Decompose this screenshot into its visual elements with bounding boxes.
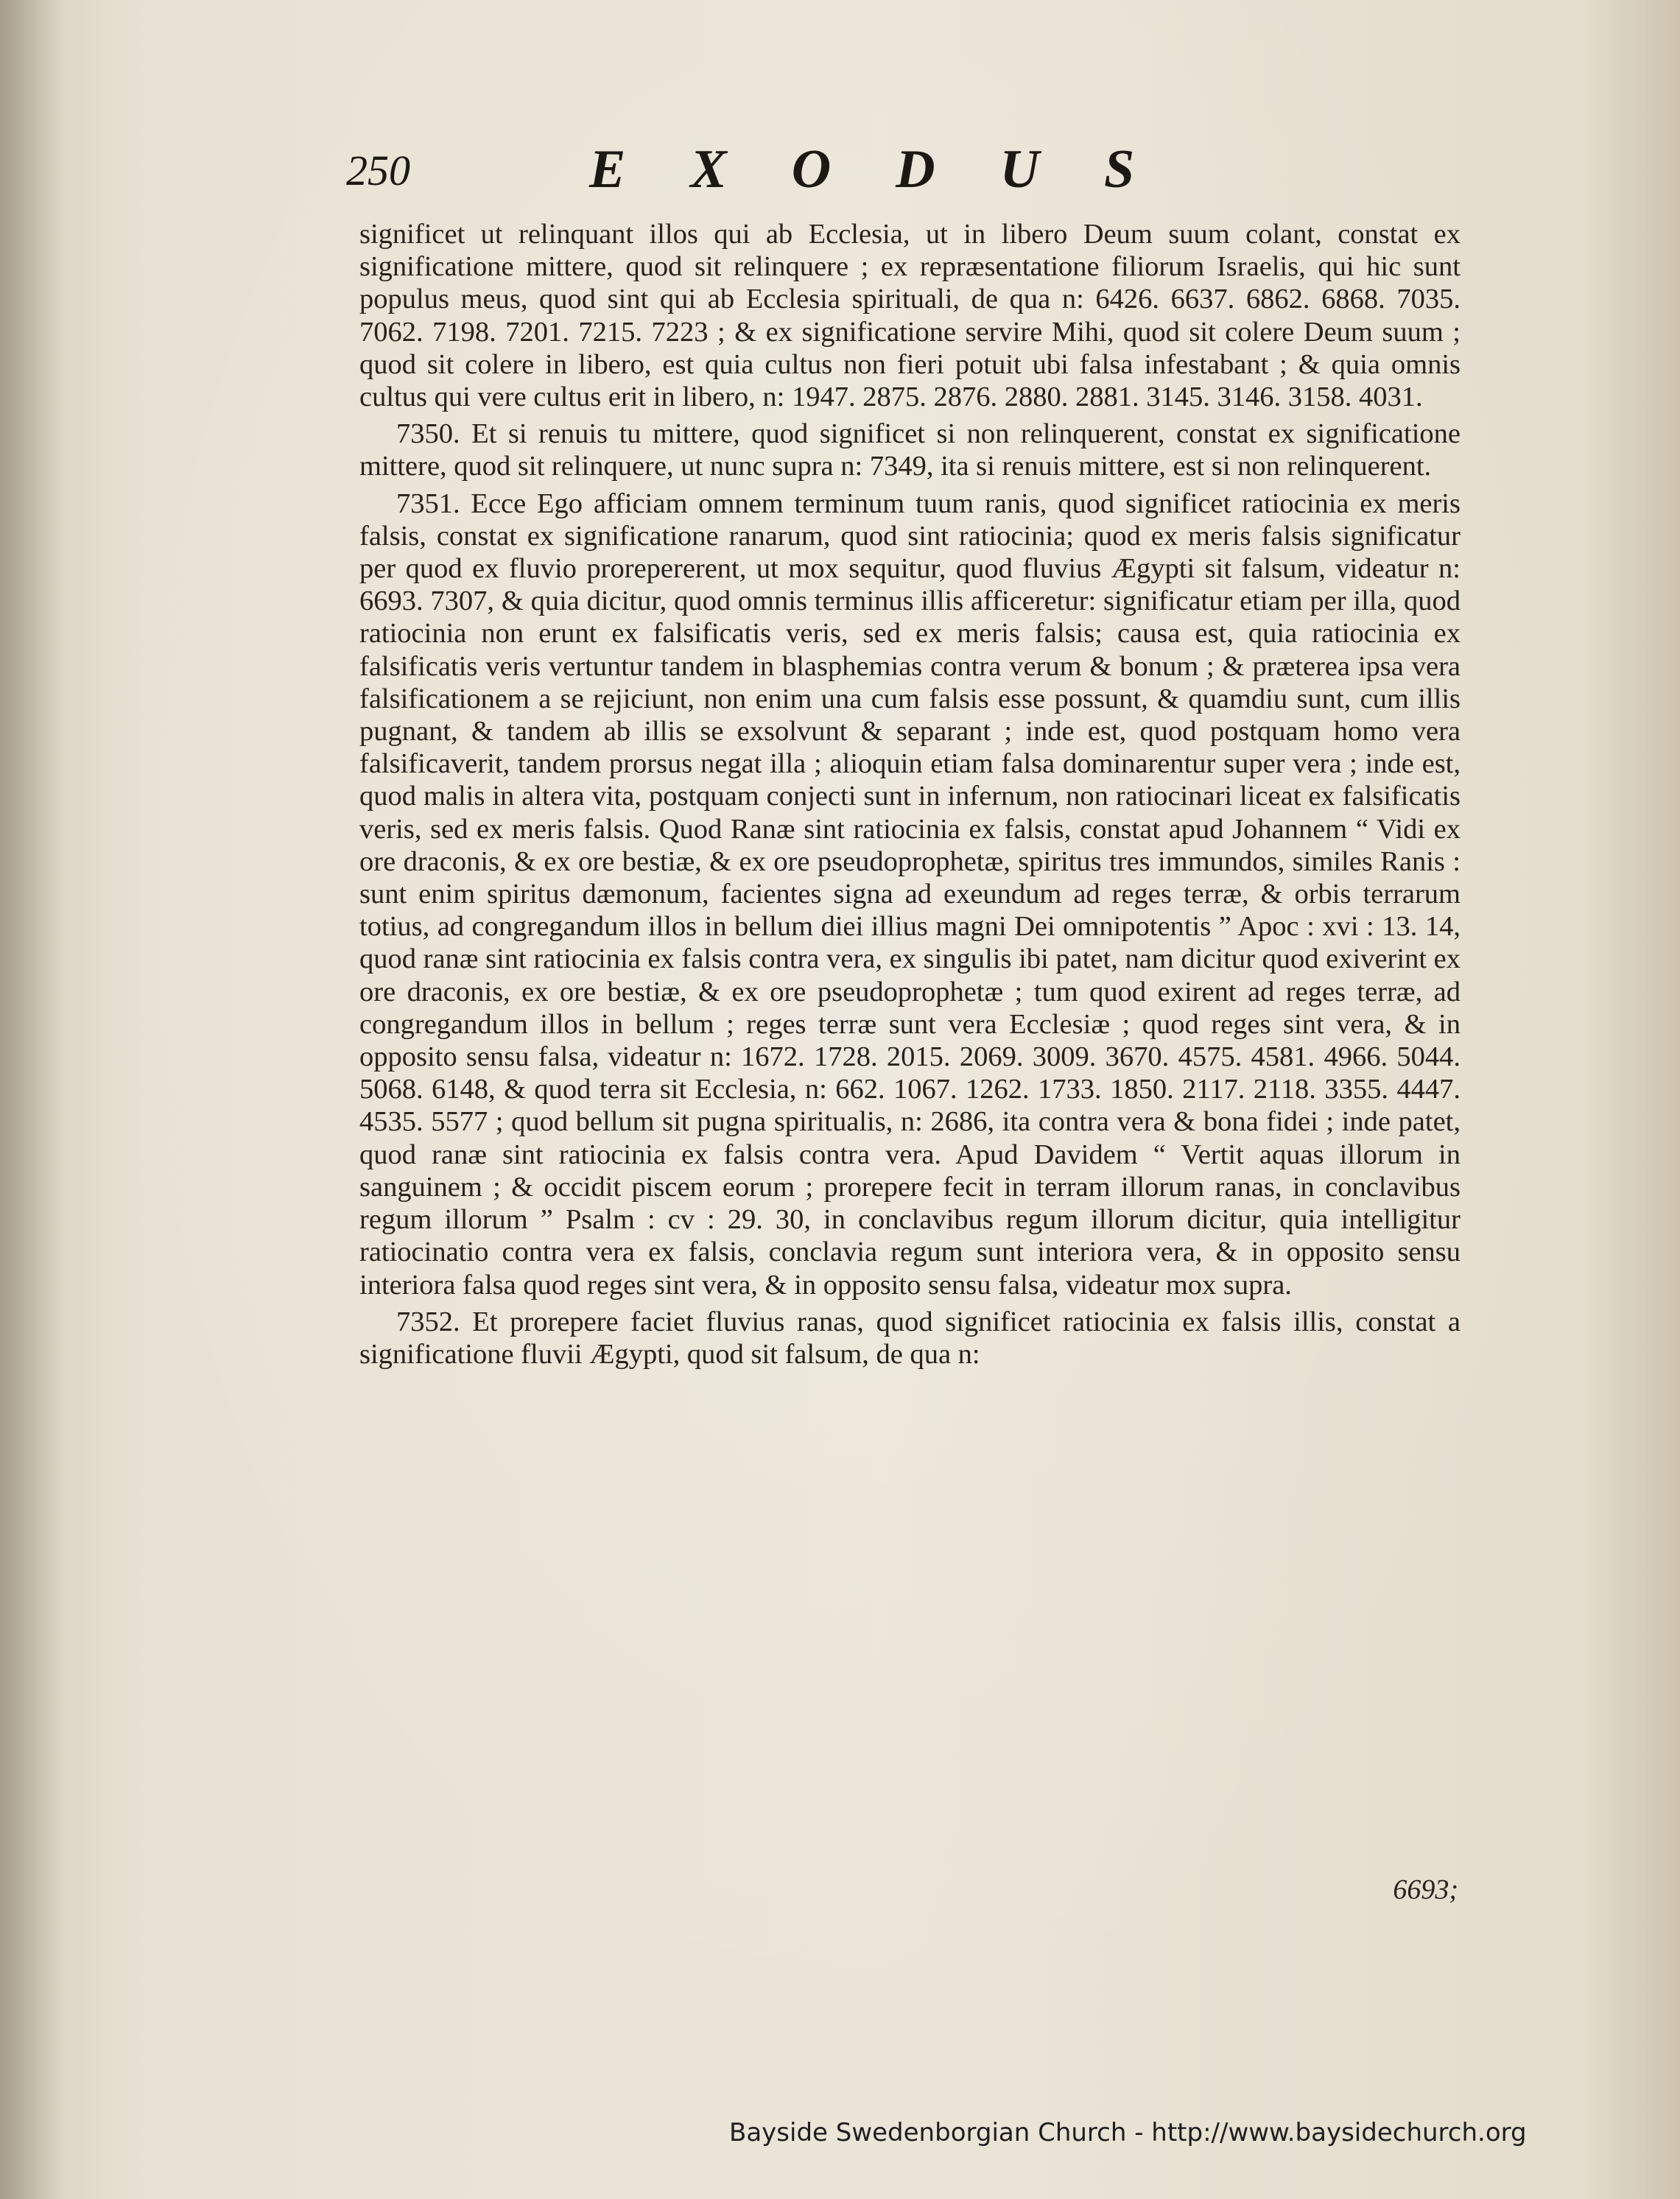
paragraph-7352: 7352. Et prorepere faciet fluvius ranas, quod significet ratiocinia ex falsis illis, constat a significatione fluvii Ægypti, quod sit falsum, de qua n: xyxy=(359,1306,1461,1370)
paragraph-continuation: significet ut relinquant illos qui ab Ecclesia, ut in libero Deum suum colant, constat ex significatione mittere, quod sit relinquere ; ex repræsentatione filiorum Israelis, qui hic sunt populus meus, quod sint qui ab Ecclesia spirituali, de qua n: 6426. 6637. 6862. 6868. 7035. 7062. 7198. 7201. 7215. 7223 ; & ex significatione servire Mihi, quod sit colere Deum suum ; quod sit colere in libero, est quia cultus non fieri potuit ubi falsa infestabant ; & quia omnis cultus qui vere cultus erit in libero, n: 1947. 2875. 2876. 2880. 2881. 3145. 3146. 3158. 4031. xyxy=(359,219,1461,413)
page-number: 250 xyxy=(346,147,410,194)
book-title: EXODUS xyxy=(589,139,1200,200)
catchword: 6693; xyxy=(1393,1874,1458,1905)
paragraph-7351: 7351. Ecce Ego afficiam omnem terminum tuum ranis, quod significet ratiocinia ex meris falsis, constat ex significatione ranarum, quod sint ratiocinia; quod ex meris falsis significatur per quod ex fluvio prorepererent, ut mox sequitur, quod fluvius Ægypti sit falsum, videatur n: 6693. 7307, & quia dicitur, quod omnis terminus illis afficeretur: significatur etiam per illa, quod ratiocinia non erunt ex falsificatis veris, sed ex meris falsis; causa est, quia ratiocinia ex falsificatis veris vertuntur tandem in blasphemias contra verum & bonum ; & præterea ipsa vera falsificationem a se rejiciunt, non enim una cum falsis esse possunt, & quamdiu sunt, cum illis pugnant, & tandem ab illis se exsolvunt & separant ; inde est, quod postquam homo vera falsificaverit, tandem prorsus negat illa ; alioquin etiam falsa dominarentur super vera ; inde est, quod malis in altera vita, postquam conjecti sunt in infernum, non ratiocinari liceat ex falsificatis veris, sed ex meris falsis. Quod Ranæ sint ratiocinia ex falsis, constat apud Johannem “ Vidi ex ore draconis, & ex ore bestiæ, & ex ore pseudoprophetæ, spiritus tres immundos, similes Ranis : sunt enim spiritus dæmonum, facientes signa ad exeundum ad reges terræ, & orbis terrarum totius, ad congregandum illos in bellum diei illius magni Dei omnipotentis ” Apoc : xvi : 13. 14, quod ranæ sint ratiocinia ex falsis contra vera, ex singulis ibi patet, nam dicitur quod exiverint ex ore draconis, ex ore bestiæ, & ex ore pseudoprophetæ ; tum quod exirent ad reges terræ, ad congregandum illos in bellum ; reges terræ sunt vera Ecclesiæ ; quod reges sint vera, & in opposito sensu falsa, videatur n: 1672. 1728. 2015. 2069. 3009. 3670. 4575. 4581. 4966. 5044. 5068. 6148, & quod terra sit Ecclesia, n: 662. 1067. 1262. 1733. 1850. 2117. 2118. 3355. 4447. 4535. 5577 ; quod bellum sit pugna spiritualis, n: 2686, ita contra vera & bona fidei ; inde patet, quod ranæ sint ratiocinia ex falsis contra vera. Apud Davidem “ Vertit aquas illorum in sanguinem ; & occidit piscem eorum ; prorepere fecit in terram illorum ranas, in conclavibus regum illorum ” Psalm : cv : 29. 30, in conclavibus regum illorum dicitur, quia intelligitur ratiocinatio contra vera ex falsis, conclavia regum sunt interiora vera, & in opposito sensu interiora falsa quod reges sint vera, & in opposito sensu falsa, videatur mox supra. xyxy=(359,488,1461,1301)
gutter-shadow xyxy=(0,0,66,2199)
paragraph-7350: 7350. Et si renuis tu mittere, quod significet si non relinquerent, constat ex significatione mittere, quod sit relinquere, ut nunc supra n: 7349, ita si renuis mittere, est si non relinquerent. xyxy=(359,418,1461,482)
running-head xyxy=(346,138,1495,205)
text-block xyxy=(359,218,1461,1375)
footer-credit: Bayside Swedenborgian Church - http://www.baysidechurch.org xyxy=(729,2118,1527,2147)
